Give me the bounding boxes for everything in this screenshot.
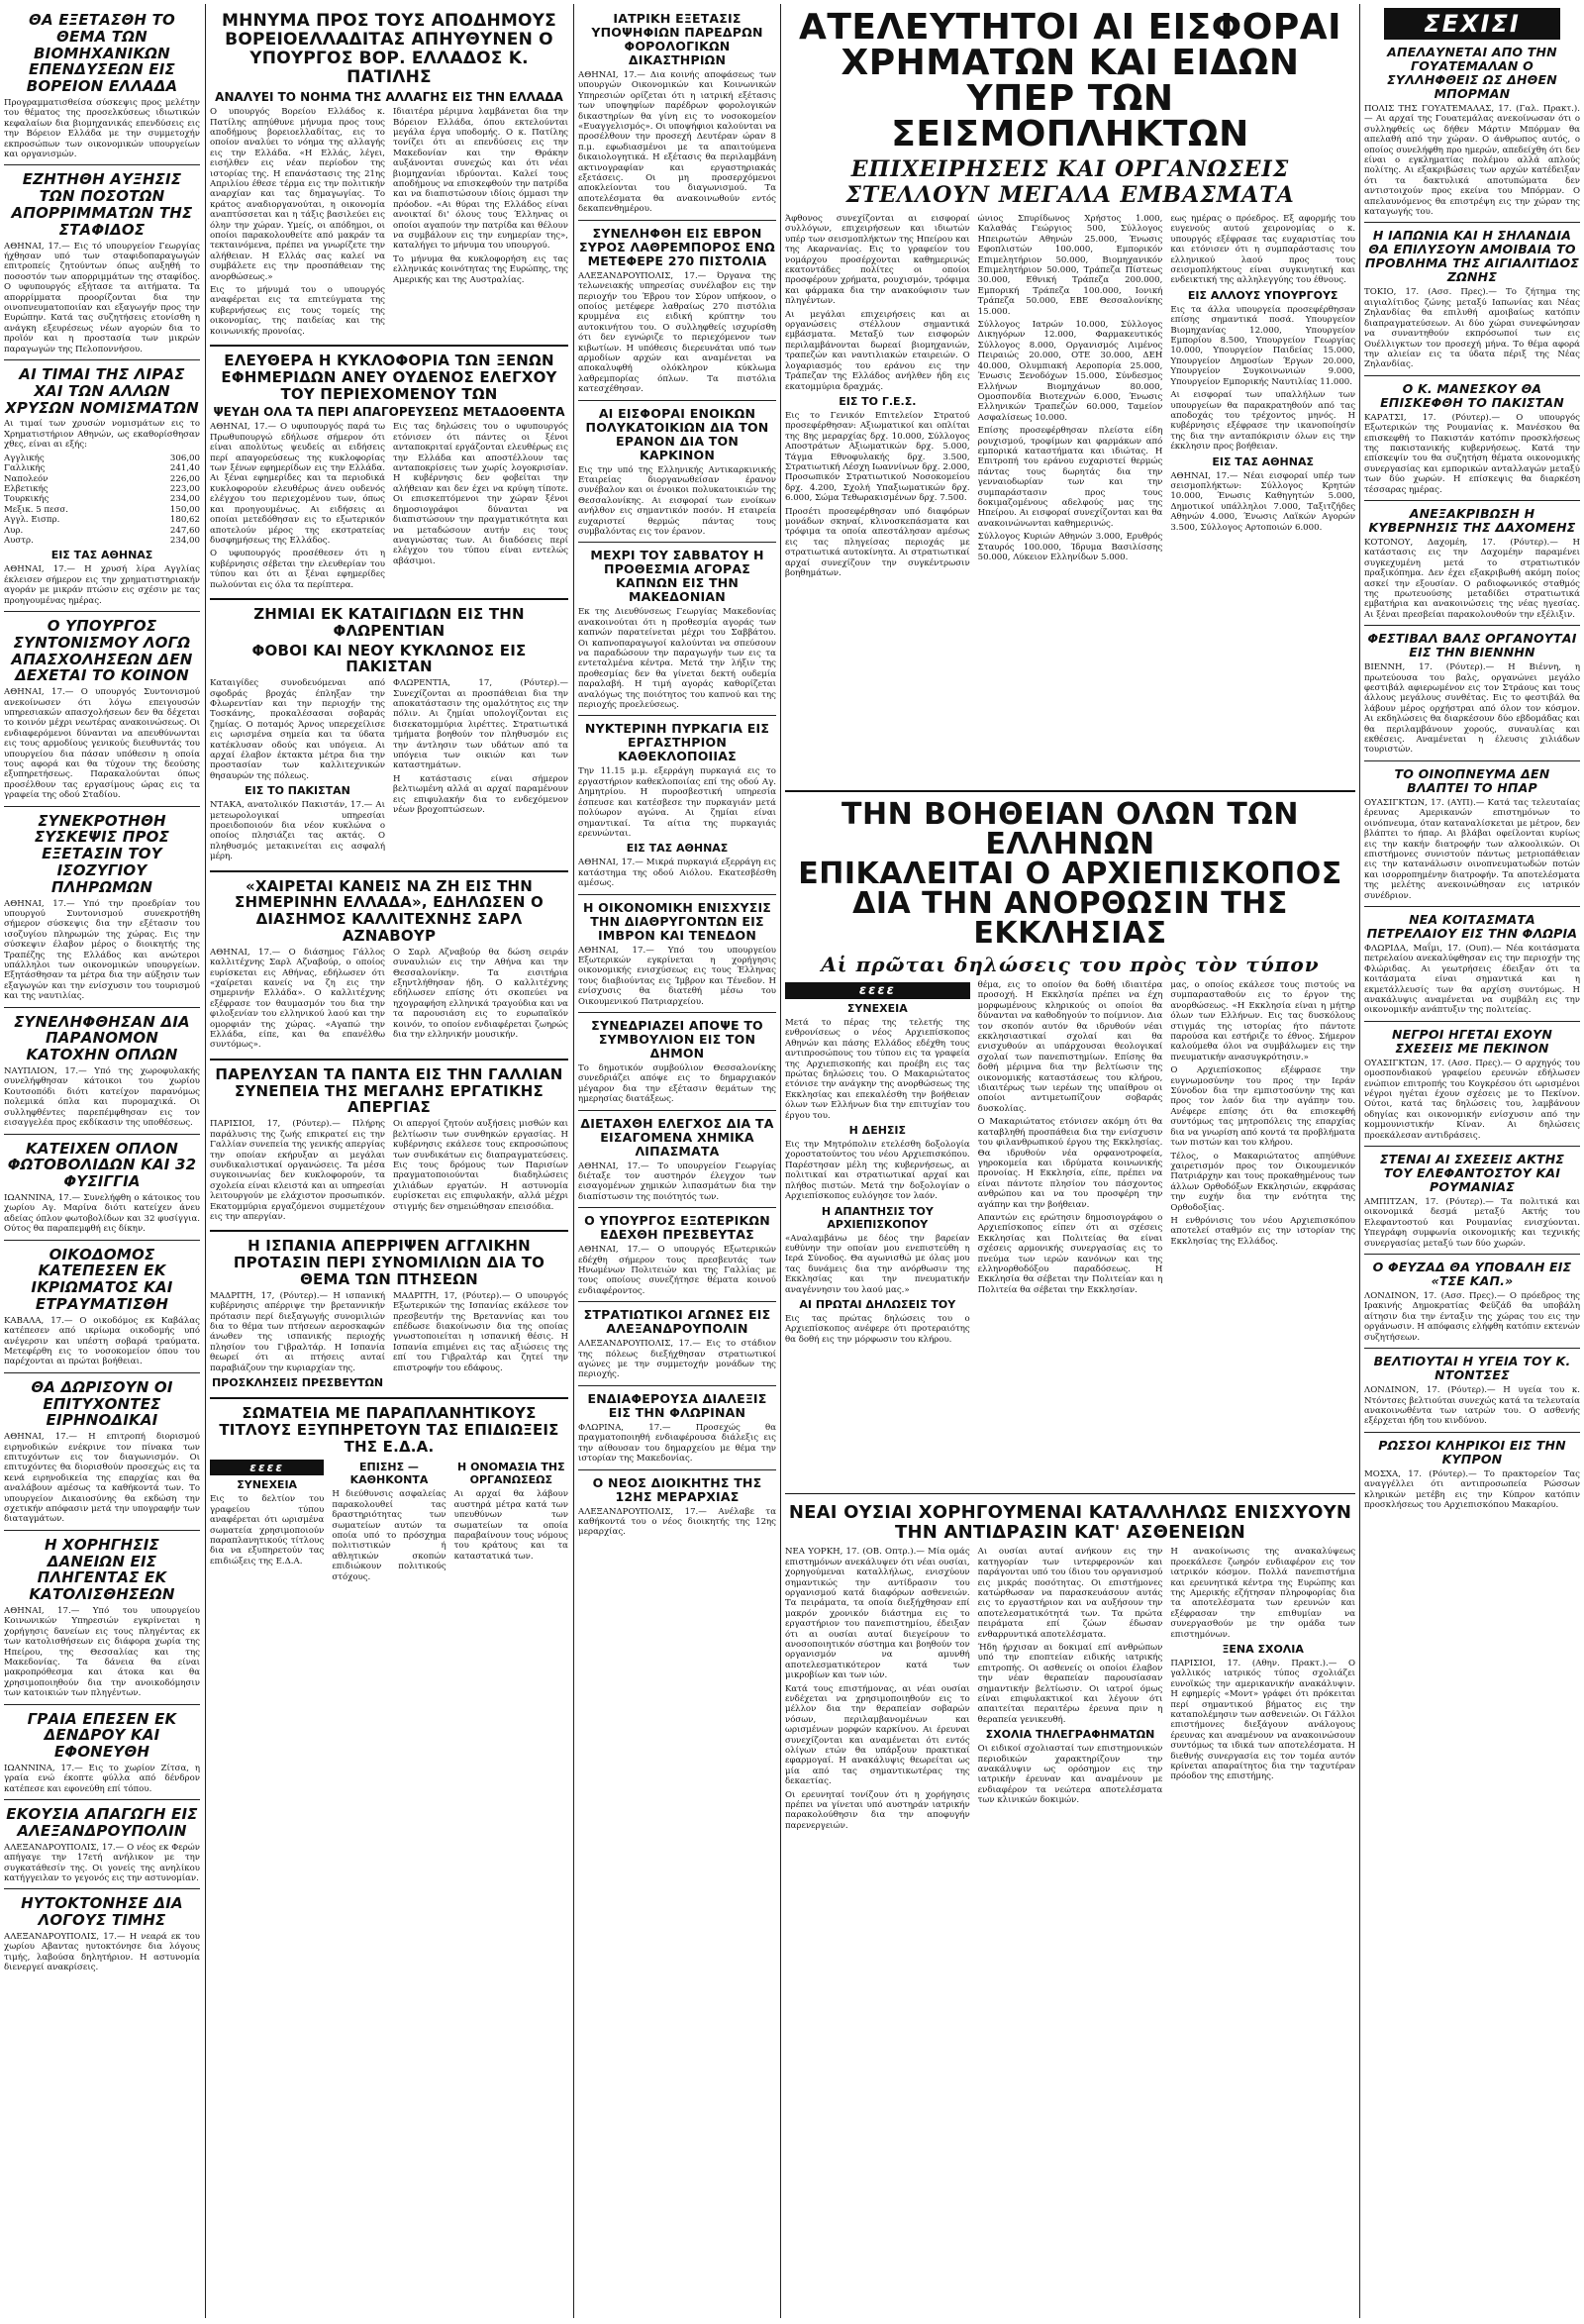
newspaper-logo-small: εεεε [785, 982, 970, 999]
main-story-archbishop [785, 796, 1355, 1489]
article-body: ΚΑΡΑΤΣΙ, 17. (Ρόυτερ).— Ο υπουργός Εξωτερικών της Ρουμανίας κ. Μανέσκου θα επισκεφθή το Πακιστάν κατόπιν προσκλήσεως της πακιστανικής κυβερνήσεως. Κατά την επίσκεψίν του θα συζητήση θέματα οικονομικής συνεργασίας και εμπορικών ανταλλαγών μεταξύ των δύο χωρών. Η επίσκεψις θα διαρκέση τέσσαρας ημέρας. [1364, 412, 1580, 495]
horizontal-rule [785, 790, 1355, 792]
headline: «ΧΑΙΡΕΤΑΙ ΚΑΝΕΙΣ ΝΑ ΖΗ ΕΙΣ ΤΗΝ ΣΗΜΕΡΙΝΗΝ ΕΛΛΑΔΑ», ΕΔΗΛΩΣΕΝ Ο ΔΙΑΣΗΜΟΣ ΚΑΛΛΙΤΕΧΝΗΣ ΣΑΡΛ ΑΖΝΑΒΟΥΡ [235, 876, 544, 946]
section-label: ΕΠΙΣΗΣ — ΚΑΘΗΚΟΝΤΑ [349, 1461, 429, 1487]
horizontal-rule [785, 1493, 1355, 1494]
article-body: μας, ο οποίος εκάλεσε τους πιστούς να συμπαρασταθούν εις το έργον της ανορθώσεως. «Η Εκκλησία είναι η μήτηρ όλων των Ελλήνων. Εις τας δυσκόλους στιγμάς της ιστορίας ήτο πάντοτε παρούσα και εστήριζε το έθνος. Σήμερον καλούμεθα όλοι να συμβάλωμεν εις την πνευματικήν ανασυγκρότησιν.» [1170, 980, 1355, 1062]
article-body: ΜΑΔΡΙΤΗ, 17, (Ρόυτερ).— Ο υπουργός Εξωτερικών της Ισπανίας εκάλεσε τον πρεσβευτήν της Βρεταννίας και του επέδωσε διακοίνωσιν δια της οποίας γνωστοποιείται η ισπανική θέσις. Η Ισπανία επιμένει εις τας αξιώσεις της επί του Γιβραλτάρ και ζητεί την επιστροφήν του εδάφους. [393, 1290, 568, 1373]
article-body: Εις το δελτίον του γραφείου τύπου αναφέρεται ότι ωρισμένα σωματεία χρησιμοποιούν παραπλανητικούς τίτλους δια να εξυπηρετούν τας επιδιώξεις της Ε.Δ.Α. [210, 1494, 325, 1566]
headline: ΘΑ ΕΞΕΤΑΣΘΗ ΤΟ ΘΕΜΑ ΤΩΝ ΒΙΟΜΗΧΑΝΙΚΩΝ ΕΠΕΝΔΥΣΕΩΝ ΕΙΣ ΒΟΡΕΙΟΝ ΕΛΛΑΔΑ [26, 11, 178, 96]
article-body: ΜΟΣΧΑ, 17. (Ρόυτερ).— Το πρακτορείον Τας αναγγέλλει ότι αντιπροσωπεία Ρώσσων κληρικών μετέβη εις την Κύπρον κατόπιν προσκλήσεως του Αρχιεπισκόπου Μακαρίου. [1364, 1468, 1580, 1510]
section-label: ΞΕΝΑ ΣΧΟΛΙΑ [1222, 1642, 1304, 1656]
article-body: Αι τιμαί των χρυσών νομισμάτων εις το Χρηματιστήριον Αθηνών, ως εκαθορίσθησαν χθες, είναι αι εξής: [4, 419, 200, 451]
article-body: Σύλλογος Ιατρών 10.000, Σύλλογος Δικηγόρων 12.000, Φαρμακευτικός Σύλλογος 8.000, Οργανισμός Λιμένος Πειραιώς 20.000, ΟΤΕ 30.000, ΔΕΗ 40.000, Ολυμπιακή Αεροπορία 25.000, Ένωσις Ξενοδόχων 15.000, Σύνδεσμος Ελλήνων Βιομηχάνων 80.000, Ομοσπονδία Βιοτεχνών 6.000, Ένωσις Ελληνικών Τραπεζών 60.000, Ταμείον Ασφαλίσεως 10.000. [977, 320, 1163, 423]
banner-headline: ΔΙΑ ΤΗΝ ΑΝΟΡΘΩΣΙΝ ΤΗΣ ΕΚΚΛΗΣΙΑΣ [852, 886, 1288, 951]
section-label: ΕΙΣ ΤΑΣ ΑΘΗΝΑΣ [50, 549, 153, 562]
section-label: ΣΧΟΛΙΑ ΤΗΛΕΓΡΑΦΗΜΑΤΩΝ [985, 1728, 1155, 1742]
banner-subheadline: ΣΤΕΛΛΟΥΝ ΜΕΓΑΛΑ ΕΜΒΑΣΜΑΤΑ [845, 182, 1295, 208]
rate-row: Γαλλικής 241,40 [4, 463, 200, 474]
banner-subheadline: Αἱ πρῶται δηλώσεις του πρὸς τὸν τύπον [821, 953, 1320, 976]
article-body: Ο υφυπουργός προσέθεσεν ότι η κυβέρνησις σέβεται την ελευθερίαν του τύπου και ότι αι ξέναι εφημερίδες πωλούνται εις όλα τα περίπτερα. [210, 549, 385, 590]
article-body: Οι ερευνηταί τονίζουν ότι η χορήγησις πρέπει να γίνεται υπό αυστηράν ιατρικήν παρακολούθησιν δια την αποφυγήν παρενεργειών. [785, 1789, 970, 1831]
headline: ΑΙ ΕΙΣΦΟΡΑΙ ΕΝΟΙΚΩΝ ΠΟΛΥΚΑΤΟΙΚΙΩΝ ΔΙΑ ΤΟΝ ΕΡΑΝΟΝ ΔΙΑ ΤΟΝ ΚΑΡΚΙΝΟΝ [585, 405, 769, 462]
article-body: Αι εισφοραί των υπαλλήλων των υπουργείων θα παρακρατηθούν από τας αποδοχάς του τρέχοντος μηνός. Η κυβέρνησις εξέφρασε την ικανοποίησίν της δια την ανταπόκρισιν όλων εις την έκκλησιν προς βοήθειαν. [1170, 390, 1355, 453]
headline: ΘΑ ΔΩΡΙΣΟΥΝ ΟΙ ΕΠΙΤΥΧΟΝΤΕΣ ΕΙΡΗΝΟΔΙΚΑΙ [31, 1377, 173, 1430]
article-body: ΙΩΑΝΝΙΝΑ, 17.— Συνελήφθη ο κάτοικος του χωρίου Αγ. Μαρίνα διότι κατείχεν άνευ αδείας όπλον φωτοβολίδων και 32 φυσίγγια. Ούτος θα παραπεμφθή εις δίκην. [4, 1192, 200, 1235]
main-story-earthquake [785, 6, 1355, 788]
article-body: ΠΟΛΙΣ ΤΗΣ ΓΟΥΑΤΕΜΑΛΑΣ, 17. (Γαλ. Πρακτ.).— Αι αρχαί της Γουατεμάλας ανεκοίνωσαν ότι ο συλληφθείς ως δήθεν Μάρτιν Μπόρμαν θα απελαθή από την χώραν. Ο άνθρωπος αυτός, ο οποίος συνελήφθη προ ημερών, απεδείχθη ότι δεν είναι ο εγκληματίας πολέμου αλλά απλούς πολίτης. Αι εξακριβώσεις των αρχών κατέδειξαν ότι τα δακτυλικά αποτυπώματα δεν αντιστοιχούν προς εκείνα του Μπόρμαν. Ο απελαυνόμενος θα επιστρέψη εις την χώραν της καταγωγής του. [1364, 104, 1580, 218]
article-body: ΑΘΗΝΑΙ, 17.— Εις τό υπουργείον Γεωργίας ήχθησαν υπό των σταφιδοπαραγωγών επιτροπείς ζητούντων όπως αυξηθή το ποσοστόν των απορριμμάτων της σταφίδος. Ο υφυπουργός εξήτασε τα αιτήματα. Τα απορρίμματα προορίζονται δια την οινοπνευματοποιίαν και εξαγωγήν προς την Ευρώπην. Κατά τας συζητήσεις ετονίσθη η ανάγκη εξευρέσεως νέων αγορών δια το προϊόν και η προστασία των μικρών παραγωγών της Πελοποννήσου. [4, 241, 200, 354]
article-body: Ιδιαιτέρα μέριμνα λαμβάνεται δια την Βόρειον Ελλάδα, όπου εκτελούνται μεγάλα έργα υποδομής. Ο κ. Πατίλης τονίζει ότι αι επενδύσεις εις την Μακεδονίαν και την Θράκην αυξάνονται συνεχώς και ότι νέαι βιομηχανίαι ιδρύονται. Καλεί τους αποδήμους να επισκεφθούν την πατρίδα και να διαπιστώσουν ιδίοις όμμασι την πρόοδον. «Αι θύραι της Ελλάδος είναι ανοικταί δι' όλους τους Έλληνας οι οποίοι αγαπούν την πατρίδα και θέλουν να συμβάλουν εις την ευημερίαν της», καταλήγει το μήνυμα του υπουργού. [393, 107, 568, 252]
rate-row: Λυρ. 247,60 [4, 525, 200, 536]
article-body: Εις την Μητρόπολιν ετελέσθη δοξολογία χοροστατούντος του νέου Αρχιεπισκόπου. Παρέστησαν μέλη της κυβερνήσεως, αι πολιτικαί και στρατιωτικαί αρχαί και πλήθος πιστών. Μετά την δοξολογίαν ο Αρχιεπίσκοπος ευλόγησε τον λαόν. [785, 1140, 970, 1202]
article-body: ΟΥΑΣΙΓΚΤΩΝ, 17. (ΑΥΠ).— Κατά τας τελευταίας έρευνας Αμερικανών επιστημόνων το οινόπνευμα, όταν καταναλίσκεται με μέτρον, δεν βλάπτει το ήπαρ. Αι βλάβαι οφείλονται κυρίως εις την κακήν διατροφήν των αλκοολικών. Οι επιστήμονες συνιστούν πάντως μετριοπάθειαν εις την κατανάλωσιν οινοπνευματωδών ποτών και ισορροπημένην διατροφήν. Τα αποτελέσματα της μελέτης ανεκοινώθησαν εις ιατρικόν συνέδριον. [1364, 797, 1580, 901]
article-body: ΑΛΕΞΑΝΔΡΟΥΠΟΛΙΣ, 17.— Ανέλαβε τα καθήκοντά του ο νέος διοικητής της 12ης μεραρχίας. [578, 1506, 776, 1538]
headline: ΡΩΣΣΟΙ ΚΛΗΡΙΚΟΙ ΕΙΣ ΤΗΝ ΚΥΠΡΟΝ [1378, 1437, 1566, 1466]
headline: ΕΖΗΤΗΘΗ ΑΥΞΗΣΙΣ ΤΩΝ ΠΟΣΟΤΩΝ ΑΠΟΡΡΙΜΜΑΤΩΝ ΤΗΣ ΣΤΑΦΙΔΟΣ [11, 170, 193, 239]
column-rule [780, 4, 781, 2318]
article-body: Οι ειδικοί σχολιασταί των επιστημονικών περιοδικών χαρακτηρίζουν την ανακάλυψιν ως ορόσημον εις την ιατρικήν έρευναν και αναμένουν με ενδιαφέρον τα νεώτερα αποτελέσματα των κλινικών δοκιμών. [977, 1744, 1163, 1806]
article-body: ΦΛΩΡΙΔΑ, Μαΐμι, 17. (Ουπ).— Νέα κοιτάσματα πετρελαίου ανεκαλύφθησαν εις την περιοχήν της Φλώριδας. Αι γεωτρήσεις έδειξαν ότι τα κοιτάσματα είναι σημαντικά και η εκμετάλλευσίς των θα αρχίση συντόμως. Η ανακάλυψις αναμένεται να συμβάλη εις την οικονομικήν ανάπτυξιν της πολιτείας. [1364, 943, 1580, 1016]
article-body: ΙΩΑΝΝΙΝΑ, 17.— Εις το χωρίον Ζίτσα, η γραία ενώ έκοπτε φύλλα από δένδρον κατέπεσε και εφονεύθη επί τόπου. [4, 1764, 200, 1794]
column-2 [210, 6, 568, 2318]
article-body: Εις τας δηλώσεις του ο υφυπουργός ετόνισεν ότι πάντες οι ξένοι ανταποκριταί εργάζονται ελευθέρως εις την Ελλάδα και αποστέλλουν τας ανταποκρίσεις των χωρίς λογοκρισίαν. Η κυβέρνησις δεν φοβείται την αλήθειαν και δεν έχει να κρύψη τίποτε. Οι επισκεπτόμενοι την χώραν ξένοι δημοσιογράφοι δύνανται να διαπιστώσουν την πραγματικότητα και να μεταδώσουν αυτήν εις τους αναγνώστας των. Αι διαδόσεις περί ελέγχου του τύπου είναι εντελώς αβάσιμοι. [393, 422, 568, 566]
article-body: ΟΥΑΣΙΓΚΤΩΝ, 17. (Ασσ. Πρες).— Ο αρχηγός του ομοσπονδιακού γραφείου ερευνών εδήλωσεν ενώπιον επιτροπής του Κογκρέσου ότι ωρισμένοι νέγροι ηγέται έχουν σχέσεις με το Πεκίνον. Ούτοι, κατά τας δηλώσεις του, λαμβάνουν οδηγίας και οικονομικήν ενίσχυσιν από την κομμουνιστικήν Κίναν. Αι δηλώσεις προεκάλεσαν αντιδράσεις. [1364, 1058, 1580, 1141]
section-label: ΕΙΣ ΤΑΣ ΑΘΗΝΑΣ [626, 842, 729, 856]
article-body: Ο υπουργός Βορείου Ελλάδος κ. Πατίλης απηύθυνε μήνυμα προς τους αποδήμους βορειοελλαδίτας, εις το οποίον αναλύει το νόημα της αλλαγής εις την Ελλάδα. «Η Ελλάς, λέγει, εισήλθεν εις νέαν περίοδον της ιστορίας της. Η επανάστασις της 21ης Απριλίου έθεσε τέρμα εις την πολιτικήν αναρχίαν και τας δημαγωγίας. Το κράτος αναδιοργανούται, η οικονομία αναπτύσσεται και η τάξις βασιλεύει εις όλην την χώραν. Υμείς, οι απόδημοι, οι οποίοι παρακολουθείτε από μακράν τα τεκταινόμενα, πρέπει να γνωρίζετε την αλήθειαν. Η Ελλάς σας καλεί να συμβάλετε εις την προσπάθειαν της ανορθώσεως.» [210, 107, 385, 282]
article-body: «Αναλαμβάνω με δέος την βαρείαν ευθύνην την οποίαν μου ενεπιστεύθη η Ιερά Σύνοδος. Θα αγωνισθώ με όλας μου τας δυνάμεις δια την ανόρθωσιν της Εκκλησίας και την πνευματικήν αναγέννησιν του λαού μας.» [785, 1233, 970, 1295]
column-6 [1364, 6, 1580, 2318]
headline: ΠΑΡΕΛΥΣΑΝ ΤΑ ΠΑΝΤΑ ΕΙΣ ΤΗΝ ΓΑΛΛΙΑΝ ΣΥΝΕΠΕΙΑ ΤΗΣ ΜΕΓΑΛΗΣ ΕΡΓΑΤΙΚΗΣ ΑΠΕΡΓΙΑΣ [215, 1064, 563, 1117]
column-rule [205, 4, 206, 2318]
article-body: ΑΘΗΝΑΙ, 17.— Υπό του υπουργείου Εξωτερικών εγκρίνεται η χορήγησις οικονομικής ενισχύσεως εις τους Έλληνας τους διαβιούντας εις Ίμβρον και Τένεδον. Η ενίσχυσις θα διατεθή μέσω του Οικουμενικού Πατριαρχείου. [578, 945, 776, 1007]
article-body: ΝΤΑΚΑ, ανατολικόν Πακιστάν, 17.— Αι μετεωρολογικαί υπηρεσίαι προειδοποιούν δια νέον κυκλώνα ο οποίος πλησιάζει τας ακτάς. Ο πληθυσμός μετακινείται εις ασφαλή μέρη. [210, 800, 385, 862]
headline: ΣΤΡΑΤΙΩΤΙΚΟΙ ΑΓΩΝΕΣ ΕΙΣ ΑΛΕΞΑΝΔΡΟΥΠΟΛΙΝ [583, 1307, 771, 1337]
article-body: Εις το Γενικόν Επιτελείον Στρατού προσεφέρθησαν: Αξιωματικοί και οπλίται της 8ης μεραρχίας δρχ. 10.000, Σύλλογος Αποστράτων Αξιωματικών δρχ. 5.000, Τάγμα Εθνοφυλακής δρχ. 3.500, Στρατιωτική Λέσχη Ιωαννίνων δρχ. 2.000, Προσωπικόν Στρατιωτικού Νοσοκομείου δρχ. 4.200, Σχολή Υπαξιωματικών δρχ. 6.000, Σώμα Τεθωρακισμένων δρχ. 7.500. [785, 410, 970, 504]
article-body: ΑΘΗΝΑΙ, 17.— Ο υφυπουργός παρά τω Πρωθυπουργώ εδήλωσε σήμερον ότι είναι απολύτως ψευδείς αι ειδήσεις περί απαγορεύσεως της κυκλοφορίας των ξένων εφημερίδων εις την Ελλάδα. Αι ξέναι εφημερίδες και τα περιοδικά κυκλοφορούν ελευθέρως άνευ ουδενός ελέγχου του περιεχομένου των, όπως και προηγουμένως. Αι ειδήσεις αι οποίαι μετεδόθησαν εις το εξωτερικόν αποτελούν μέρος της εκστρατείας δυσφημήσεως της Ελλάδος. [210, 422, 385, 546]
article-body: ΤΟΚΙΟ, 17. (Ασσ. Πρες).— Το ζήτημα της αιγιαλίτιδος ζώνης μεταξύ Ιαπωνίας και Νέας Ζηλανδίας θα επιλυθή αμοιβαίως κατόπιν διαπραγματεύσεων. Αι δύο χώραι συνεφώνησαν να συναντηθούν εκπρόσωποί των εις Ουέλλιγκτων τον προσεχή μήνα. Το θέμα αφορά την αλιείαν εις τα ύδατα πέριξ της Νέας Ζηλανδίας. [1364, 287, 1580, 370]
banner-headline: ΥΠΕΡ ΤΩΝ ΣΕΙΣΜΟΠΛΗΚΤΩΝ [891, 78, 1249, 154]
article-body: Εις τα άλλα υπουργεία προσεφέρθησαν επίσης σημαντικά ποσά. Υπουργείον Βιομηχανίας 12.000, Υπουργείον Εμπορίου 8.500, Υπουργείον Γεωργίας 10.000, Υπουργείον Παιδείας 15.000, Υπουργείον Δημοσίων Έργων 20.000, Υπουργείον Συγκοινωνιών 9.000, Υπουργείον Εμπορικής Ναυτιλίας 11.000. [1170, 304, 1355, 387]
headline: ΝΕΑ ΚΟΙΤΑΣΜΑΤΑ ΠΕΤΡΕΛΑΙΟΥ ΕΙΣ ΤΗΝ ΦΛΩΡΙΑ [1366, 911, 1578, 941]
article-body: ΑΘΗΝΑΙ, 17.— Η χρυσή λίρα Αγγλίας έκλεισεν σήμερον εις την χρηματιστηριακήν αγοράν με μικράν πτώσιν εις σχέσιν με τας προηγουμένας ημέρας. [4, 564, 200, 606]
newspaper-logo-small: εεεε [210, 1460, 324, 1475]
headline: ΟΙΚΟΔΟΜΟΣ ΚΑΤΕΠΕΣΕΝ ΕΚ ΙΚΡΙΩΜΑΤΟΣ ΚΑΙ ΕΤΡΑΥΜΑΤΙΣΘΗ [31, 1245, 173, 1313]
article-body: ΚΟΤΟΝΟΥ, Δαχομέη, 17. (Ρόυτερ).— Η κατάστασις εις την Δαχομέην παραμένει συγκεχυμένη μετά το στρατιωτικόν πραξικόπημα. Δεν έχει εξακριβωθή ακόμη ποίος ασκεί την εξουσίαν. Ο ραδιοφωνικός σταθμός της πρωτευούσης μεταδίδει στρατιωτικά εμβατήρια και ανακοινώσεις της νέας ηγεσίας. Αι ξέναι πρεσβείαι παρακολουθούν την εξέλιξιν. [1364, 537, 1580, 620]
article-body: ΑΘΗΝΑΙ, 17.— Ο διάσημος Γάλλος καλλιτέχνης Σαρλ Αζναβούρ, ο οποίος ευρίσκεται εις Αθήνας, εδήλωσεν ότι «χαίρεται κανείς να ζη εις την σημερινήν Ελλάδα». Ο καλλιτέχνης εξέφρασε τον θαυμασμόν του δια την φιλοξενίαν του ελληνικού λαού και την ομορφιάν της χώρας. «Αγαπώ την Ελλάδα, είπε, και θα επανέλθω συντόμως». [210, 947, 385, 1051]
article-body: Το μήνυμα θα κυκλοφορήση εις τας ελληνικάς κοινότητας της Ευρώπης, της Αμερικής και της Αυστραλίας. [393, 253, 568, 285]
article-body: Σύλλογος Κυριών Αθηνών 3.000, Ερυθρός Σταυρός 100.000, Ίδρυμα Βασιλίσσης 50.000, Λύκειον Ελληνίδων 5.000. [977, 532, 1163, 562]
banner-headline: ΑΤΕΛΕΥΤΗΤΟΙ ΑΙ ΕΙΣΦΟΡΑΙ [798, 7, 1342, 48]
headline: ΣΥΝΕΛΗΦΘΗ ΕΙΣ ΕΒΡΟΝ ΣΥΡΟΣ ΛΑΘΡΕΜΠΟΡΟΣ ΕΝΩ ΜΕΤΕΦΕΡΕ 270 ΠΙΣΤΟΛΙΑ [579, 225, 775, 268]
headline: ΣΤΕΝΑΙ ΑΙ ΣΧΕΣΕΙΣ ΑΚΤΗΣ ΤΟΥ ΕΛΕΦΑΝΤΟΣΤΟΥ ΚΑΙ ΡΟΥΜΑΝΙΑΣ [1379, 1152, 1565, 1195]
headline: ΝΕΓΡΟΙ ΗΓΕΤΑΙ ΕΧΟΥΝ ΣΧΕΣΕΙΣ ΜΕ ΠΕΚΙΝΟΝ [1391, 1026, 1553, 1056]
article-body: ΛΟΝΔΙΝΟΝ, 17. (Ασσ. Πρες).— Ο πρόεδρος της Ιρακινής Δημοκρατίας Φεϋζάδ θα υποβάλη αίτησιν δια την ένταξιν της χώρας του εις την οργάνωσιν. Η απόφασις ελήφθη κατόπιν εκτενών συζητήσεων. [1364, 1291, 1580, 1343]
rate-row: Αγγλικής 306,00 [4, 453, 200, 463]
article-body: ΚΑΒΑΛΑ, 17.— Ο οικοδόμος εκ Καβάλας κατέπεσεν από ικρίωμα οικοδομής υπό ανέγερσιν και υπέστη σοβαρά τραύματα. Μετεφέρθη εις το νοσοκομείον όπου του παρέχονται αι πρώται βοήθειαι. [4, 1315, 200, 1367]
article-body: ΑΛΕΞΑΝΔΡΟΥΠΟΛΙΣ, 17.— Η νεαρά εκ του χωρίου Αβαντας ηυτοκτόνησε δια λόγους τιμής, λαβούσα δηλητήριον. Η αστυνομία διενεργεί ανακρίσεις. [4, 1932, 200, 1973]
article-body: Η κατάστασις είναι σήμερον βελτιωμένη αλλά αι αρχαί παραμένουν εις επιφυλακήν δια το ενδεχόμενον νέων βροχοπτώσεων. [393, 773, 568, 816]
section-label: ΕΙΣ ΑΛΛΟΥΣ ΥΠΟΥΡΓΟΥΣ [1187, 288, 1338, 302]
section-label: ΣΥΝΕΧΕΙΑ [237, 1478, 298, 1492]
article-body: ΑΛΕΞΑΝΔΡΟΥΠΟΛΙΣ, 17.— Εις το στάδιον της πόλεως διεξήχθησαν στρατιωτικοί αγώνες με την συμμετοχήν μονάδων της περιοχής. [578, 1339, 776, 1380]
headline: ΓΡΑΙΑ ΕΠΕΣΕΝ ΕΚ ΔΕΝΔΡΟΥ ΚΑΙ ΕΦΟΝΕΥΘΗ [27, 1709, 177, 1762]
headline: ΑΝΕΞΑΚΡΙΒΩΣΗ Η ΚΥΒΕΡΝΗΣΙΣ ΤΗΣ ΔΑΧΟΜΕΗΣ [1368, 505, 1576, 535]
article-body: ΑΘΗΝΑΙ, 17.— Το υπουργείον Γεωργίας διέταξε τον αυστηρόν έλεγχον των εισαγομένων χημικών λιπασμάτων δια την διαπίστωσιν της ποιότητός των. [578, 1161, 776, 1202]
article-body: ΑΘΗΝΑΙ, 17.— Ο υπουργός Συντονισμού ανεκοίνωσεν ότι λόγω επειγουσών υπηρεσιακών απασχολήσεων δεν θα δέχεται το κοινόν μέχρι νεωτέρας ανακοινώσεως. Οι ενδιαφερόμενοι δύνανται να απευθύνωνται εις τους αρμοδίους γενικούς διευθυντάς του υπουργείου δια πάσαν υπόθεσιν η οποία τους αφορά και θα τύχουν της δεούσης εξυπηρετήσεως. Παρακαλούνται όπως προσέλθουν τας εργασίμους ώρας εις τα γραφεία της οδού Σταδίου. [4, 687, 200, 801]
headline: ΤΟ ΟΙΝΟΠΝΕΥΜΑ ΔΕΝ ΒΛΑΠΤΕΙ ΤΟ ΗΠΑΡ [1394, 765, 1550, 795]
rate-row: Μεξικ. 5 πεσσ. 150,00 [4, 504, 200, 515]
section-label: ΠΡΟΣΚΛΗΣΕΙΣ ΠΡΕΣΒΕΥΤΩΝ [211, 1375, 384, 1389]
headline: ΕΝΔΙΑΦΕΡΟΥΣΑ ΔΙΑΛΕΞΙΣ ΕΙΣ ΤΗΝ ΦΛΩΡΙΝΑΝ [587, 1390, 767, 1420]
banner-headline: ΧΡΗΜΑΤΩΝ ΚΑΙ ΕΙΔΩΝ [841, 43, 1300, 83]
rate-row: Αγγλ. Εισπρ. 180,62 [4, 515, 200, 526]
headline: Η ΙΑΠΩΝΙΑ ΚΑΙ Η ΣΗΛΑΝΔΙΑ ΘΑ ΕΠΙΛΥΣΟΥΝ ΑΜΟΙΒΑΙΑ ΤΟ ΠΡΟΒΛΗΜΑ ΤΗΣ ΑΙΓΙΑΛΙΤΙΔΟΣ ΖΩΝΗΣ [1364, 228, 1580, 285]
rate-row: Αυστρ. 234,00 [4, 535, 200, 546]
article-body: ΑΘΗΝΑΙ, 17.— Μικρά πυρκαγιά εξερράγη εις κατάστημα της οδού Αιόλου. Εκατεσβέσθη αμέσως. [578, 858, 776, 889]
headline: ΒΕΛΤΙΟΥΤΑΙ Η ΥΓΕΙΑ ΤΟΥ Κ. ΝΤΟΝΤΣΕΣ [1373, 1354, 1571, 1383]
article-body: ΛΟΝΔΙΝΟΝ, 17. (Ρόυτερ).— Η υγεία του κ. Ντόντσες βελτιούται συνεχώς κατά τα τελευταία ανακοινωθέντα των ιατρών του. Ο ασθενής εξέρχεται ήδη του κινδύνου. [1364, 1385, 1580, 1427]
article-body: Αι μεγάλαι επιχειρήσεις και αι οργανώσεις στέλλουν σημαντικά εμβάσματα. Μεταξύ των εισφορών περιλαμβάνονται δωρεαί βιομηχανιών, τραπεζών και ναυτιλιακών εταιρειών. Ο λογαριασμός του εράνου εις την Τράπεζαν της Ελλάδος ανήλθεν ήδη εις εκατομμύρια δραχμάς. [785, 309, 970, 392]
headline: ΦΟΒΟΙ ΚΑΙ ΝΕΟΥ ΚΥΚΛΩΝΟΣ ΕΙΣ ΠΑΚΙΣΤΑΝ [251, 641, 527, 676]
banner-subheadline: ΕΠΙΧΕΙΡΗΣΕΙΣ ΚΑΙ ΟΡΓΑΝΩΣΕΙΣ [850, 156, 1290, 182]
section-label: ΕΙΣ ΤΑΣ ΑΘΗΝΑΣ [1212, 455, 1314, 468]
headline: Ο ΦΕΥΖΑΔ ΘΑ ΥΠΟΒΑΛΗ ΕΙΣ «ΤΣΕ ΚΑΠ.» [1372, 1260, 1572, 1289]
headline: Ο ΥΠΟΥΡΓΟΣ ΣΥΝΤΟΝΙΣΜΟΥ ΛΟΓΩ ΑΠΑΣΧΟΛΗΣΕΩΝ ΔΕΝ ΔΕΧΕΤΑΙ ΤΟ ΚΟΙΝΟΝ [11, 616, 193, 685]
banner-headline: ΕΠΙΚΑΛΕΙΤΑΙ Ο ΑΡΧΙΕΠΙΣΚΟΠΟΣ [798, 857, 1342, 891]
rate-row: Ελβετικής 223,00 [4, 483, 200, 494]
column-1 [4, 6, 200, 2318]
section-label: ΑΙ ΠΡΩΤΑΙ ΔΗΛΩΣΕΙΣ ΤΟΥ [799, 1297, 956, 1311]
headline: ΣΥΝΕΚΡΟΤΗΘΗ ΣΥΣΚΕΨΙΣ ΠΡΟΣ ΕΞΕΤΑΣΙΝ ΤΟΥ ΙΣΟΖΥΓΙΟΥ ΠΛΗΡΩΜΩΝ [34, 811, 170, 896]
article-body: Προσέτι προσεφέρθησαν υπό διαφόρων μονάδων σκηναί, κλινοσκεπάσματα και τρόφιμα τα οποία απεστάλησαν αμέσως εις τας πληγείσας περιοχάς με στρατιωτικά αυτοκίνητα. Αι στρατιωτικαί αρχαί συνεχίζουν την συγκέντρωσιν βοηθημάτων. [785, 506, 970, 578]
headline: ΝΥΚΤΕΡΙΝΗ ΠΥΡΚΑΓΙΑ ΕΙΣ ΕΡΓΑΣΤΗΡΙΟΝ ΚΑΘΕΚΛΟΠΟΙΙΑΣ [584, 721, 770, 764]
section-label: Η ΔΕΗΣΙΣ [848, 1124, 907, 1138]
article-body: Το δημοτικόν συμβούλιον Θεσσαλονίκης συνεδριάζει απόψε εις το δημαρχιακόν μέγαρον δια την εξέτασιν θεμάτων της ημερησίας διατάξεως. [578, 1062, 776, 1105]
headline: ΣΩΜΑΤΕΙΑ ΜΕ ΠΑΡΑΠΛΑΝΗΤΙΚΟΥΣ ΤΙΤΛΟΥΣ ΕΞΥΠΗΡΕΤΟΥΝ ΤΑΣ ΕΠΙΔΙΩΞΕΙΣ ΤΗΣ Ε.Δ.Α. [219, 1403, 559, 1456]
article-body: ΑΘΗΝΑΙ, 17.— Δια κοινής αποφάσεως των υπουργών Οικονομικών και Κοινωνικών Υπηρεσιών ορίζεται ότι η ιατρική εξέτασις των υποψηφίων παρέδρων φορολογικών δικαστηρίων θα γίνη εις το νοσοκομείον «Ευαγγελισμός». Οι υποψήφιοι καλούνται να προσέλθουν την προσεχή Δευτέραν ώραν 8 π.μ. εφωδιασμένοι με τα απαιτούμενα δικαιολογητικά. Η εξέτασις θα περιλαμβάνη ακτινογραφίαν και εργαστηριακάς εξετάσεις. Οι μη προσερχόμενοι αποκλείονται του διαγωνισμού. Τα αποτελέσματα θα ανακοινωθούν εντός δεκαπενθημέρου. [578, 70, 776, 215]
article-body: ώνιος Σπυρίδωνος Χρήστος 1.000, Καλαθάς Γεώργιος 500, Σύλλογος Ηπειρωτών Αθηνών 25.000, Ένωσις Εφοπλιστών 100.000, Εμπορικόν Επιμελητήριον 50.000, Βιομηχανικόν Επιμελητήριον 50.000, Τράπεζα Πίστεως 30.000, Εθνική Τράπεζα 200.000, Εμπορική Τράπεζα 100.000, Ιονική Τράπεζα 50.000, ΕΒΕ Θεσσαλονίκης 15.000. [977, 214, 1163, 317]
article-body: ΑΘΗΝΑΙ, 17.— Νέαι εισφοραί υπέρ των σεισμοπλήκτων: Σύλλογος Κρητών 10.000, Ένωσις Καθηγητών 5.000, Δημοτικοί υπάλληλοι 7.000, Ταξιτζήδες Αθηνών 4.000, Ένωσις Λαϊκών Αγορών 3.500, Σύλλογος Αρτοποιών 6.000. [1170, 470, 1355, 533]
article-body: Ήδη ήρχισαν αι δοκιμαί επί ανθρώπων υπό την εποπτείαν ειδικής ιατρικής επιτροπής. Οι ασθενείς οι οποίοι έλαβον την νέαν θεραπείαν παρουσίασαν σημαντικήν βελτίωσιν. Οι ιατροί όμως είναι επιφυλακτικοί και λέγουν ότι απαιτείται περαιτέρω έρευνα πριν η θεραπεία γενικευθή. [977, 1642, 1163, 1725]
headline: Ο ΝΕΟΣ ΔΙΟΙΚΗΤΗΣ ΤΗΣ 12ΗΣ ΜΕΡΑΡΧΙΑΣ [592, 1474, 762, 1504]
headline: ΚΑΤΕΙΧΕΝ ΟΠΛΟΝ ΦΩΤΟΒΟΛΙΔΩΝ ΚΑΙ 32 ΦΥΣΙΓΓΙΑ [7, 1139, 197, 1191]
article-body: ΝΑΥΠΛΙΟΝ, 17.— Υπό της χωροφυλακής συνελήφθησαν κάτοικοι του χωρίου Κουτσοπόδι διότι κατείχον παρανόμως πολεμικά όπλα και πυρομαχικά. Οι συλληφθέντες παρεπέμφθησαν εις τον εισαγγελέα προς εκδίκασιν της υποθέσεως. [4, 1066, 200, 1129]
article-body: Ο Σαρλ Αζναβούρ θα δώση σειράν συναυλιών εις την Αθήνα και την Θεσσαλονίκην. Τα εισιτήρια εξηντλήθησαν ήδη. Ο καλλιτέχνης εδήλωσεν επίσης ότι σκοπεύει να ηχογραφήση ελληνικά τραγούδια και να τα παρουσιάση εις το ευρωπαϊκόν κοινόν, το οποίον ενδιαφέρεται ζωηρώς δια την ελληνικήν μουσικήν. [393, 947, 568, 1041]
section-label: ΕΙΣ ΤΟ Γ.Ε.Σ. [839, 394, 917, 408]
subheadline: ΨΕΥΔΗ ΟΛΑ ΤΑ ΠΕΡΙ ΑΠΑΓΟΡΕΥΣΕΩΣ ΜΕΤΑΔΟΘΕΝΤΑ [213, 405, 565, 420]
article-body: Τέλος, ο Μακαριώτατος απηύθυνε χαιρετισμόν προς τον Οικουμενικόν Πατριάρχην και τους προκαθημένους των άλλων Ορθοδόξων Εκκλησιών, εκφράσας την ευχήν δια την ενότητα της Ορθοδοξίας. [1170, 1151, 1355, 1213]
article-body: Εις την υπό της Ελληνικής Αντικαρκινικής Εταιρείας διοργανωθείσαν έρανον συνέβαλον και οι ένοικοι πολυκατοικιών της Θεσσαλονίκης. Αι εισφοραί των ενοίκων ανήλθον εις σημαντικόν ποσόν. Η εταιρεία ευχαριστεί θερμώς πάντας τους συμβαλόντας εις τον έρανον. [578, 464, 776, 537]
headline: ΝΕΑΙ ΟΥΣΙΑΙ ΧΟΡΗΓΟΥΜΕΝΑΙ ΚΑΤΑΛΛΗΛΩΣ ΕΝΙΣΧΥΟΥΝ ΤΗΝ ΑΝΤΙΔΡΑΣΙΝ ΚΑΤ' ΑΣΘΕΝΕΙΩΝ [788, 1502, 1352, 1544]
headline: ΕΚΟΥΣΙΑ ΑΠΑΓΩΓΗ ΕΙΣ ΑΛΕΞΑΝΔΡΟΥΠΟΛΙΝ [6, 1805, 198, 1841]
subheadline: ΑΝΑΛΥΕΙ ΤΟ ΝΟΗΜΑ ΤΗΣ ΑΛΛΑΓΗΣ ΕΙΣ ΤΗΝ ΕΛΛΑΔΑ [215, 90, 563, 105]
column-rule [1359, 4, 1360, 2318]
article-body: Άφθονος συνεχίζονται αι εισφοραί συλλόγων, επιχειρήσεων και ιδιωτών υπέρ των σεισμοπλήκτων της Ηπείρου και της Ακαρνανίας. Εις το γραφείον του νομάρχου προσέρχονται καθημερινώς εκατοντάδες πολίτες οι οποίοι προσφέρουν χρήματα, ρουχισμόν, τρόφιμα και φάρμακα δια την ανακούφισιν των πληγέντων. [785, 214, 970, 307]
article-body: Η ενθρόνισις του νέου Αρχιεπισκόπου αποτελεί σταθμόν εις την ιστορίαν της Εκκλησίας της Ελλάδος. [1170, 1215, 1355, 1247]
article-body: Η διεύθυνσις ασφαλείας παρακολουθεί τας δραστηριότητας των σωματείων αυτών τα οποία υπό το πρόσχημα πολιτιστικών ή αθλητικών σκοπών επιδιώκουν πολιτικούς στόχους. [332, 1489, 446, 1582]
article-body: Αι αρχαί θα λάβουν αυστηρά μέτρα κατά των υπευθύνων των σωματείων τα οποία παραβαίνουν τους νόμους του κράτους και τα καταστατικά των. [453, 1489, 568, 1562]
section-logo: ΣΕΧΙΣΙ [1384, 8, 1560, 40]
article-body: Απαντών εις ερώτησιν δημοσιογράφου ο Αρχιεπίσκοπος είπεν ότι αι σχέσεις Εκκλησίας και Πολιτείας θα είναι σχέσεις αρμονικής συνεργασίας εις το πνεύμα των ιερών κανόνων και της ελληνορθοδόξου παραδόσεως. Η Εκκλησία θα σέβεται την Πολιτείαν και η Πολιτεία θα σέβεται την Εκκλησίαν. [977, 1212, 1163, 1295]
headline: ΑΠΕΛΑΥΝΕΤΑΙ ΑΠΟ ΤΗΝ ΓΟΥΑΤΕΜΑΛΑΝ Ο ΣΥΛΛΗΦΘΕΙΣ ΩΣ ΔΗΘΕΝ ΜΠΟΡΜΑΝ [1387, 45, 1557, 101]
headline: ΗΥΤΟΚΤΟΝΗΣΕ ΔΙΑ ΛΟΓΟΥΣ ΤΙΜΗΣ [21, 1894, 183, 1930]
headline: Η ΟΙΚΟΝΟΜΙΚΗ ΕΝΙΣΧΥΣΙΣ ΤΗΝ ΔΙΑΘΡΥΓΟΝΤΩΝ ΕΙΣ ΙΜΒΡΟΝ ΚΑΙ ΤΕΝΕΔΟΝ [582, 899, 772, 943]
article-body: Επίσης προσεφέρθησαν πλείστα είδη ρουχισμού, τροφίμων και φαρμάκων από εμπορικά καταστήματα και ιδιώτας. Η Επιτροπή του εράνου ευχαριστεί θερμώς πάντας τους δωρητάς δια την γενναιοδωρίαν των και την συμπαράστασιν προς τους δοκιμαζομένους αδελφούς μας της Ηπείρου. Αι εισφοραί συνεχίζονται και θα ανακοινώνωνται καθημερινώς. [977, 426, 1163, 529]
headline: ΕΛΕΥΘΕΡΑ Η ΚΥΚΛΟΦΟΡΙΑ ΤΩΝ ΞΕΝΩΝ ΕΦΗΜΕΡΙΔΩΝ ΑΝΕΥ ΟΥΔΕΝΟΣ ΕΛΕΓΧΟΥ ΤΟΥ ΠΕΡΙΕΧΟΜΕΝΟΥ ΤΩΝ [221, 352, 557, 403]
article-body: ΑΘΗΝΑΙ, 17.— Υπό την προεδρίαν του υπουργού Συντονισμού συνεκροτήθη σήμερον σύσκεψις δια την εξέτασιν του ισοζυγίου πληρωμών της χώρας. Εις την σύσκεψιν έλαβον μέρος ο διοικητής της Τραπέζης της Ελλάδος και ανώτεροι υπάλληλοι των οικονομικών υπουργείων. Εξητάσθησαν τα μέτρα δια την αύξησιν των εξαγωγών και την ενίσχυσιν του τουρισμού και της ναυτιλίας. [4, 898, 200, 1002]
article-body: εως ημέρας ο πρόεδρος. Εξ αφορμής του ευγενούς αυτού χειρονομίας ο κ. υπουργός εξέφρασε τας ευχαριστίας του και ετόνισεν ότι η συμπαράστασις του ελληνικού λαού προς τους σεισμοπλήκτους είναι συγκινητική και ενδεικτική της αλληλεγγύης του έθνους. [1170, 214, 1355, 286]
headline: ΜΗΝΥΜΑ ΠΡΟΣ ΤΟΥΣ ΑΠΟΔΗΜΟΥΣ ΒΟΡΕΙΟΕΛΛΑΔΙΤΑΣ ΑΠΗΥΘΥΝΕΝ Ο ΥΠΟΥΡΓΟΣ ΒΟΡ. ΕΛΛΑΔΟΣ Κ. ΠΑΤΙΛΗΣ [222, 11, 556, 88]
headline: ΦΕΣΤΙΒΑΛ ΒΑΛΣ ΟΡΓΑΝΟΥΤΑΙ ΕΙΣ ΤΗΝ ΒΙΕΝΝΗΝ [1367, 631, 1577, 660]
article-body: ΑΘΗΝΑΙ, 17.— Υπό του υπουργείου Κοινωνικών Υπηρεσιών εγκρίνεται η χορήγησις δανείων εις τους πληγέντας εκ των κατολισθήσεων εις διάφορα χωρία της Ηπείρου, της Θεσσαλίας και της Μακεδονίας. Τα δάνεια θα είναι μακροπρόθεσμα και άτοκα και θα χρησιμοποιηθούν δια την ανοικοδόμησιν των κατοικιών των πληγέντων. [4, 1605, 200, 1699]
article-body: Οι απεργοί ζητούν αυξήσεις μισθών και βελτίωσιν των συνθηκών εργασίας. Η κυβέρνησις εκάλεσε τους εκπροσώπους των συνδικάτων εις διαπραγματεύσεις. Εις τους δρόμους των Παρισίων πραγματοποιούνται διαδηλώσεις χιλιάδων εργατών. Η αστυνομία ευρίσκεται εις επιφυλακήν, αλλά μέχρι στιγμής δεν σημειώθησαν επεισόδια. [393, 1119, 568, 1212]
headline: ΜΕΧΡΙ ΤΟΥ ΣΑΒΒΑΤΟΥ Η ΠΡΟΘΕΣΜΙΑ ΑΓΟΡΑΣ ΚΑΠΝΩΝ ΕΙΣ ΤΗΝ ΜΑΚΕΔΟΝΙΑΝ [590, 548, 764, 605]
article-body: Ο Αρχιεπίσκοπος εξέφρασε την ευγνωμοσύνην του προς την Ιεράν Σύνοδον δια την εμπιστοσύνην της και προς τον λαόν δια την αγάπην του. Ανέφερε επίσης ότι θα επισκεφθή συντόμως τας μητροπόλεις της επαρχίας δια να γνωρίση από κοντά τα προβλήματα των πιστών και του κλήρου. [1170, 1065, 1355, 1149]
article-body: Προγραμματισθείσα σύσκεψις προς μελέτην του θέματος της προσελκύσεως ιδιωτικών κεφαλαίων δια βιομηχανικάς επενδύσεις εις την Βόρειον Ελλάδα με την συμμετοχήν εκπροσώπων των οικονομικών υπουργείων και οργανισμών. [4, 97, 200, 160]
article-body: Μετά το πέρας της τελετής της ενθρονίσεως ο νέος Αρχιεπίσκοπος Αθηνών και πάσης Ελλάδος εδέχθη τους αντιπροσώπους του τύπου εις τα γραφεία της Αρχιεπισκοπής και προέβη εις τας πρώτας δηλώσεις του. Ο Μακαριώτατος ετόνισε την ανάγκην της ανορθώσεως της Εκκλησίας και επεκαλέσθη την βοήθειαν όλων των Ελλήνων δια την επιτυχίαν του έργου του. [785, 1018, 970, 1121]
article-body: ΠΑΡΙΣΙΟΙ, 17, (Ρόυτερ).— Πλήρης παράλυσις της ζωής επικρατεί εις την Γαλλίαν συνεπεία της γενικής απεργίας την οποίαν εκήρυξαν αι μεγάλαι συνδικαλιστικαί οργανώσεις. Τα μέσα συγκοινωνίας δεν κυκλοφορούν, τα σχολεία είναι κλειστά και αι υπηρεσίαι λειτουργούν με ελάχιστον προσωπικόν. Εκατομμύρια εργαζόμενοι συμμετέχουν εις την απεργίαν. [210, 1119, 385, 1222]
section-label: Η ΟΝΟΜΑΣΙΑ ΤΗΣ ΟΡΓΑΝΩΣΕΩΣ [457, 1461, 565, 1487]
article-body: ΑΘΗΝΑΙ, 17.— Ο υπουργός Εξωτερικών εδέχθη σήμερον τους πρεσβευτάς των Ηνωμένων Πολιτειών και της Γαλλίας με τους οποίους συνεζήτησε θέματα κοινού ενδιαφέροντος. [578, 1245, 776, 1296]
article-body: ΝΕΑ ΥΟΡΚΗ, 17. (ΟΒ. Οπτρ.).— Μία ομάς επιστημόνων ανεκάλυψεν ότι νέαι ουσίαι, χορηγούμεναι καταλλήλως, ενισχύουν σημαντικώς την αντίδρασιν του οργανισμού κατά διαφόρων ασθενειών. Τα πειράματα, τα οποία διεξήχθησαν επί μακρόν χρονικόν διάστημα εις το εργαστήριον του πανεπιστημίου, έδειξαν ότι αι ουσίαι αυταί διεγείρουν το ανοσοποιητικόν σύστημα και βοηθούν τον οργανισμόν να αμυνθή αποτελεσματικότερον κατά των μικροβίων και των ιών. [785, 1547, 970, 1681]
section-label: ΕΙΣ ΤΟ ΠΑΚΙΣΤΑΝ [245, 784, 350, 798]
article-body: ΑΛΕΞΑΝΔΡΟΥΠΟΛΙΣ, 17.— Όργανα της τελωνειακής υπηρεσίας συνέλαβον εις την περιοχήν του Έβρου τον Σύρον υπήκοον, ο οποίος μετέφερε λαθραίως 270 πιστόλια κρυμμένα εις ειδική κρύπτην του αυτοκινήτου του. Ο συλληφθείς ισχυρίσθη ότι δεν εγνώριζε το περιεχόμενον των κιβωτίων. Η υπόθεσις διερευνάται υπό των αρμοδίων αρχών και αναμένεται να αποκαλυφθή ολόκληρον κύκλωμα λαθρεμπορίας όπλων. Τα πιστόλια κατεσχέθησαν. [578, 270, 776, 395]
article-body: ΑΜΠΙΤΖΑΝ, 17. (Ρόυτερ).— Τα πολιτικά και οικονομικά δεσμά μεταξύ Ακτής του Ελεφαντοστού και Ρουμανίας ενισχύονται. Υπεγράφη συμφωνία οικονομικής και τεχνικής συνεργασίας μεταξύ των δύο χωρών. [1364, 1197, 1580, 1249]
article-body: ΑΛΕΞΑΝΔΡΟΥΠΟΛΙΣ, 17.— Ο νέος εκ Φερών απήγαγε την 17ετή ανήλικον με την συγκατάθεσίν της. Οι γονείς της ανηλίκου κατήγγειλαν το γεγονός εις την αστυνομίαν. [4, 1842, 200, 1884]
headline: ΖΗΜΙΑΙ ΕΚ ΚΑΤΑΙΓΙΔΩΝ ΕΙΣ ΤΗΝ ΦΛΩΡΕΝΤΙΑΝ [253, 604, 525, 640]
article-body: θέμα, εις το οποίον θα δοθή ιδιαιτέρα προσοχή. Η Εκκλησία πρέπει να έχη μορφωμένους κληρικούς οι οποίοι θα δύνανται να καθοδηγούν το ποίμνιον. Δια τον σκοπόν αυτόν θα ιδρυθούν νέαι εκκλησιαστικαί σχολαί και θα ενισχυθούν αι υπάρχουσαι θεολογικαί σχολαί των πανεπιστημίων. Επίσης θα δοθή μέριμνα δια την βελτίωσιν της οικονομικής καταστάσεως του κλήρου, ιδιαιτέρως των ιερέων της υπαίθρου οι οποίοι αντιμετωπίζουν σοβαράς δυσκολίας. [977, 980, 1163, 1114]
main-story-medical [785, 1497, 1355, 2317]
headline: Ο Κ. ΜΑΝΕΣΚΟΥ ΘΑ ΕΠΙΣΚΕΦΘΗ ΤΟ ΠΑΚΙΣΤΑΝ [1380, 380, 1564, 410]
headline: ΙΑΤΡΙΚΗ ΕΞΕΤΑΣΙΣ ΥΠΟΨΗΦΙΩΝ ΠΑΡΕΔΡΩΝ ΦΟΡΟΛΟΓΙΚΩΝ ΔΙΚΑΣΤΗΡΙΩΝ [591, 11, 763, 67]
section-label: Η ΑΠΑΝΤΗΣΙΣ ΤΟΥ ΑΡΧΙΕΠΙΣΚΟΠΟΥ [821, 1204, 934, 1231]
headline: Η ΙΣΠΑΝΙΑ ΑΠΕΡΡΙΨΕΝ ΑΓΓΛΙΚΗΝ ΠΡΟΤΑΣΙΝ ΠΕΡΙ ΣΥΝΟΜΙΛΙΩΝ ΔΙΑ ΤΟ ΘΕΜΑ ΤΩΝ ΠΤΗΣΕΩΝ [233, 1237, 545, 1288]
headline: ΣΥΝΕΛΗΦΘΗΣΑΝ ΔΙΑ ΠΑΡΑΝΟΜΟΝ ΚΑΤΟΧΗΝ ΟΠΛΩΝ [14, 1012, 190, 1064]
article-body: ΑΘΗΝΑΙ, 17.— Η επιτροπή διορισμού ειρηνοδικών ενέκρινε τον πίνακα των επιτυχόντων εις τον διαγωνισμόν. Οι επιτυχόντες θα διορισθούν προσεχώς εις τα κενά ειρηνοδικεία της επαρχίας και θα αναλάβουν αμέσως τα καθήκοντά των. Το υπουργείον Δικαιοσύνης θα εκδώση την σχετικήν απόφασιν μετά την υπογραφήν των διαταγμάτων. [4, 1432, 200, 1525]
column-3 [578, 6, 776, 2318]
article-body: ΒΙΕΝΝΗ, 17. (Ρόυτερ).— Η Βιέννη, η πρωτεύουσα του βαλς, οργανώνει μεγάλο φεστιβάλ αφιερωμένον εις τον Στράους και τους άλλους μεγάλους συνθέτας. Εις το φεστιβάλ θα λάβουν μέρος ορχήστραι από όλον τον κόσμον. Αι εκδηλώσεις θα διαρκέσουν δύο εβδομάδας και θα περιλαμβάνουν χορούς, συναυλίας και εκθέσεις. Αναμένεται η έλευσις χιλιάδων τουριστών. [1364, 662, 1580, 756]
article-body: Εις τας πρώτας δηλώσεις του ο Αρχιεπίσκοπος ανέφερε ότι προτεραιότης θα δοθή εις την μόρφωσιν του κλήρου. [785, 1313, 970, 1345]
article-body: ΠΑΡΙΣΙΟΙ, 17. (Αθην. Πρακτ.).— Ο γαλλικός ιατρικός τύπος σχολιάζει ευνοϊκώς την αμερικανικήν ανακάλυψιν. Η εφημερίς «Μοντ» γράφει ότι πρόκειται περί σημαντικού βήματος εις την καταπολέμησιν των ασθενειών. Οι Γάλλοι επιστήμονες διεξάγουν ανάλογους έρευνας και αναμένουν να ανακοινώσουν συντόμως τα ιδικά των αποτελέσματα. Η διεθνής συνεργασία εις τον τομέα αυτόν κρίνεται απαραίτητος δια την ταχυτέραν πρόοδον της επιστήμης. [1170, 1658, 1355, 1782]
article-body: Αι ουσίαι αυταί ανήκουν εις την κατηγορίαν των ιντερφερονών και παράγονται υπό του ίδιου του οργανισμού εις μικράς ποσότητας. Οι επιστήμονες κατώρθωσαν να παρασκευάσουν αυτάς εις το εργαστήριον και να αυξήσουν την αποτελεσματικότητά των. Τα πρώτα πειράματα επί ζώων έδωσαν ενθαρρυντικά αποτελέσματα. [977, 1547, 1163, 1640]
headline: ΔΙΕΤΑΧΘΗ ΕΛΕΓΧΟΣ ΔΙΑ ΤΑ ΕΙΣΑΓΟΜΕΝΑ ΧΗΜΙΚΑ ΛΙΠΑΣΜΑΤΑ [580, 1115, 774, 1159]
article-body: ΦΛΩΡΙΝΑ, 17.— Προσεχώς θα πραγματοποιηθή ενδιαφέρουσα διάλεξις εις την αίθουσαν του δημαρχείου με θέμα την ιστορίαν της Μακεδονίας. [578, 1422, 776, 1465]
section-label: ΣΥΝΕΧΕΙΑ [846, 1002, 908, 1015]
headline: ΣΥΝΕΔΡΙΑΖΕΙ ΑΠΟΨΕ ΤΟ ΣΥΜΒΟΥΛΙΟΝ ΕΙΣ ΤΟΝ ΔΗΜΟΝ [591, 1017, 763, 1061]
headline: ΑΙ ΤΙΜΑΙ ΤΗΣ ΛΙΡΑΣ ΧΑΙ ΤΩΝ ΑΛΛΩΝ ΧΡΥΣΩΝ ΝΟΜΙΣΜΑΤΩΝ [5, 365, 199, 417]
article-body: Την 11.15 μ.μ. εξερράγη πυρκαγιά εις το εργαστήριον καθεκλοποιίας επί της οδού Αγ. Δημητρίου. Η πυροσβεστική υπηρεσία έσπευσε και κατέσβεσε την πυρκαγιάν μετά πολύωρον αγώνα. Αι ζημίαι είναι σημαντικαί. Τα αίτια της πυρκαγιάς ερευνώνται. [578, 766, 776, 839]
article-body: Εις το μήνυμά του ο υπουργός αναφέρεται εις τα επιτεύγματα της κυβερνήσεως εις τους τομείς της οικονομίας, της παιδείας και της κοινωνικής προνοίας. [210, 285, 385, 337]
rate-row: Ναπολεόν 226,00 [4, 473, 200, 484]
article-body: Κατά τους επιστήμονας, αι νέαι ουσίαι ενδέχεται να χρησιμοποιηθούν εις το μέλλον δια την θεραπείαν σοβαρών νόσων, περιλαμβανομένων και ωρισμένων μορφών καρκίνου. Αι έρευναι συνεχίζονται και αναμένεται ότι εντός ολίγων ετών θα υπάρξουν πρακτικαί εφαρμογαί. Η ανακάλυψις θεωρείται ως μία από τας σημαντικωτέρας της δεκαετίας. [785, 1683, 970, 1787]
article-body: Καταιγίδες συνοδευόμεναι από σφοδράς βροχάς έπληξαν την Φλωρεντίαν και την περιοχήν της Τοσκάνης, προκαλέσασαι σοβαράς ζημίας. Ο ποταμός Άρνος υπερεχείλισε εις ωρισμένα σημεία και τα ύδατα κατέκλυσαν οδούς και υπόγεια. Αι αρχαί έλαβον έκτακτα μέτρα δια την προστασίαν των καλλιτεχνικών θησαυρών της πόλεως. [210, 678, 385, 781]
gold-rates-table [4, 454, 200, 547]
article-body: ΜΑΔΡΙΤΗ, 17, (Ρόυτερ).— Η ισπανική κυβέρνησις απέρριψε την βρεταννικήν πρότασιν περί διεξαγωγής συνομιλιών δια το θέμα των πτήσεων αεροσκαφών άνωθεν της ισπανικής περιοχής πλησίον του Γιβραλτάρ. Η Ισπανία θεωρεί ότι αι πτήσεις αυταί παραβιάζουν την κυριαρχίαν της. [210, 1290, 385, 1373]
rate-row: Τουρκικής 234,00 [4, 494, 200, 505]
article-body: ΦΛΩΡΕΝΤΙΑ, 17, (Ρόυτερ).— Συνεχίζονται αι προσπάθειαι δια την αποκατάστασιν της ομαλότητος εις την πόλιν. Αι ζημίαι υπολογίζονται εις δισεκατομμύρια λιρέττες. Στρατιωτικά τμήματα βοηθούν τον πληθυσμόν εις την άντλησιν των υδάτων από τα υπόγεια των οικιών και των καταστημάτων. [393, 678, 568, 771]
article-body: Ο Μακαριώτατος ετόνισεν ακόμη ότι θα καταβληθή προσπάθεια δια την ενίσχυσιν του φιλανθρωπικού έργου της Εκκλησίας. Θα ιδρυθούν νέα ορφανοτροφεία, γηροκομεία και ιδρύματα κοινωνικής προνοίας. Η Εκκλησία, είπε, πρέπει να είναι πάντοτε πλησίον του πάσχοντος ανθρώπου και να του προσφέρη την αγάπην και την βοήθειαν. [977, 1117, 1163, 1210]
article-body: Εκ της Διευθύνσεως Γεωργίας Μακεδονίας ανακοινούται ότι η προθεσμία αγοράς των καπνών παρατείνεται μέχρι του Σαββάτου. Οι καπνοπαραγωγοί καλούνται να σπεύσουν να παραδώσουν την παραγωγήν των εις τα εντεταλμένα κέντρα. Μετά την λήξιν της προθεσμίας δεν θα γίνεται δεκτή ουδεμία παραλαβή. Η τιμή αγοράς καθορίζεται αναλόγως της ποιότητος του καπνού και της περιοχής προελεύσεως. [578, 607, 776, 711]
headline: Ο ΥΠΟΥΡΓΟΣ ΕΞΩΤΕΡΙΚΩΝ ΕΔΕΧΘΗ ΠΡΕΣΒΕΥΤΑΣ [584, 1213, 770, 1243]
article-body: Η ανακοίνωσις της ανακαλύψεως προεκάλεσε ζωηρόν ενδιαφέρον εις τον ιατρικόν κόσμον. Πολλά πανεπιστήμια και ερευνητικά κέντρα της Ευρώπης και της Αμερικής εζήτησαν πληροφορίας δια τα αποτελέσματα των ερευνών και εξέφρασαν την επιθυμίαν να συνεργασθούν με την ομάδα των επιστημόνων. [1170, 1547, 1355, 1640]
banner-headline: ΤΗΝ ΒΟΗΘΕΙΑΝ ΟΛΩΝ ΤΩΝ ΕΛΛΗΝΩΝ [842, 797, 1299, 861]
column-rule [573, 4, 574, 2318]
headline: Η ΧΟΡΗΓΗΣΙΣ ΔΑΝΕΙΩΝ ΕΙΣ ΠΛΗΓΕΝΤΑΣ ΕΚ ΚΑΤΟΛΙΣΘΗΣΕΩΝ [29, 1535, 175, 1604]
